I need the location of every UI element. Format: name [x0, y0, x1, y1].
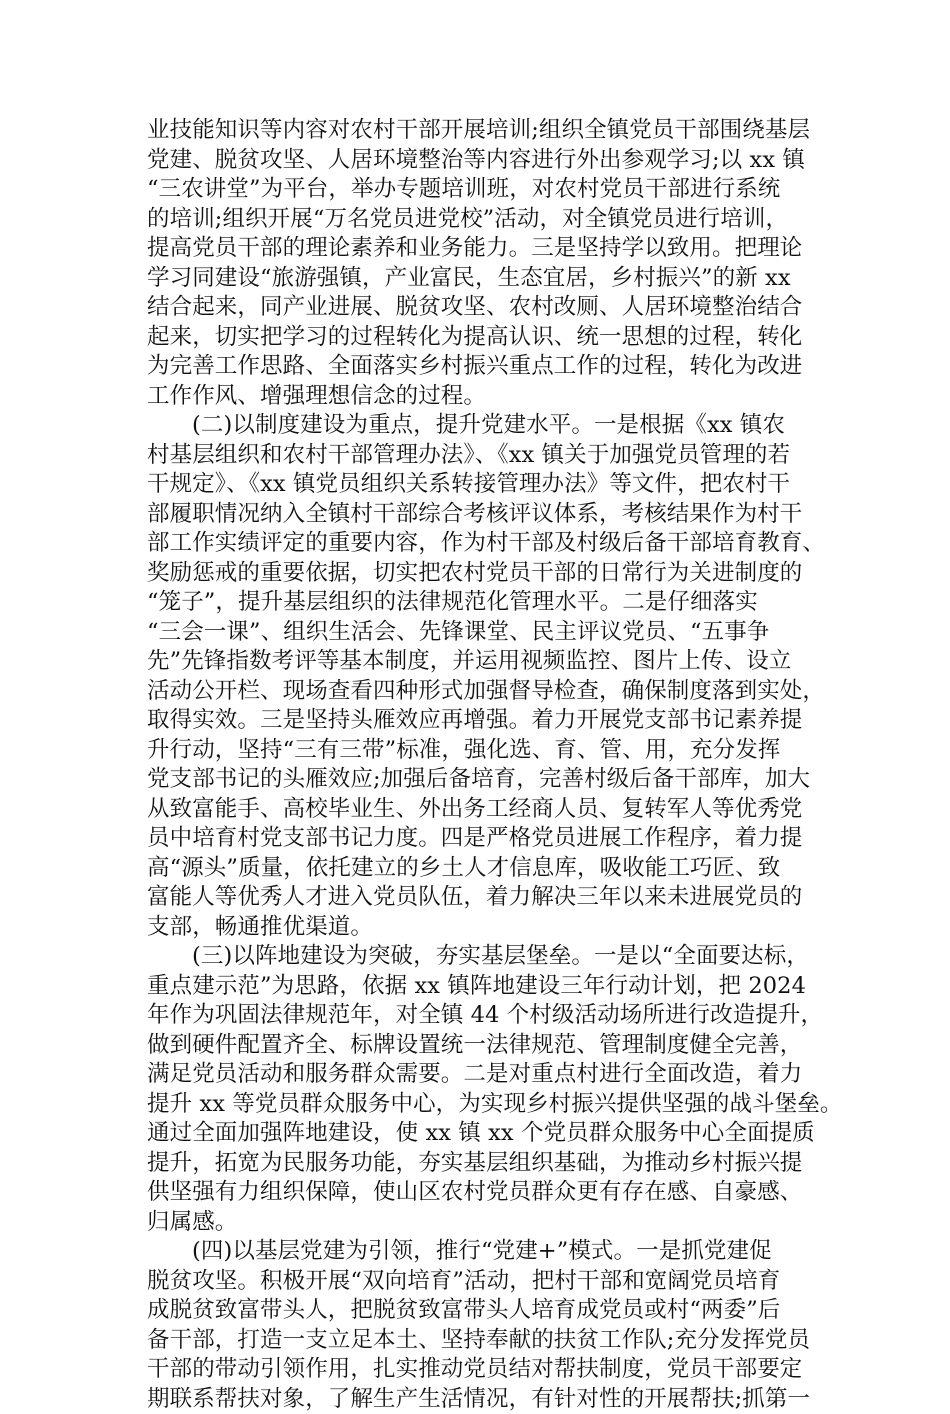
text-line: “三会一课”、组织生活会、先锋课堂、民主评议党员、“五事争: [147, 618, 827, 648]
text-line: 起来，切实把学习的过程转化为提高认识、统一思想的过程，转化: [147, 323, 827, 353]
text-line: 备干部，打造一支立足本土、坚持奉献的扶贫工作队;充分发挥党员: [147, 1326, 827, 1356]
text-line: 干部的带动引领作用，扎实推动党员结对帮扶制度，党员干部要定: [147, 1355, 827, 1385]
text-line: 先”先锋指数考评等基本制度，并运用视频监控、图片上传、设立: [147, 647, 827, 677]
text-line: 提升 xx 等党员群众服务中心，为实现乡村振兴提供坚强的战斗堡垒。: [147, 1090, 827, 1120]
text-line: 升行动，坚持“三有三带”标准，强化选、育、管、用，充分发挥: [147, 736, 827, 766]
text-line: 业技能知识等内容对农村干部开展培训;组织全镇党员干部围绕基层: [147, 116, 827, 146]
text-line: (四)以基层党建为引领，推行“党建+”模式。一是抓党建促: [147, 1237, 827, 1267]
text-line: 满足党员活动和服务群众需要。二是对重点村进行全面改造，着力: [147, 1060, 827, 1090]
text-line: 归属感。: [147, 1208, 827, 1238]
text-line: 活动公开栏、现场查看四种形式加强督导检查，确保制度落到实处，: [147, 677, 827, 707]
text-line: 党建、脱贫攻坚、人居环境整治等内容进行外出参观学习;以 xx 镇: [147, 146, 827, 176]
text-line: 支部，畅通推优渠道。: [147, 913, 827, 943]
text-line: (二)以制度建设为重点，提升党建水平。一是根据《xx 镇农: [147, 411, 827, 441]
text-line: 做到硬件配置齐全、标牌设置统一法律规范、管理制度健全完善，: [147, 1031, 827, 1061]
text-line: 结合起来，同产业进展、脱贫攻坚、农村改厕、人居环境整治结合: [147, 293, 827, 323]
text-line: 提高党员干部的理论素养和业务能力。三是坚持学以致用。把理论: [147, 234, 827, 264]
text-line: 提升，拓宽为民服务功能，夯实基层组织基础，为推动乡村振兴提: [147, 1149, 827, 1179]
text-line: 村基层组织和农村干部管理办法》、《xx 镇关于加强党员管理的若: [147, 441, 827, 471]
text-line: 工作作风、增强理想信念的过程。: [147, 382, 827, 412]
text-line: 奖励惩戒的重要依据，切实把农村党员干部的日常行为关进制度的: [147, 559, 827, 589]
text-line: 的培训;组织开展“万名党员进党校”活动，对全镇党员进行培训，: [147, 205, 827, 235]
text-line: 期联系帮扶对象，了解生产生活情况，有针对性的开展帮扶;抓第一: [147, 1385, 827, 1414]
text-line: 为完善工作思路、全面落实乡村振兴重点工作的过程，转化为改进: [147, 352, 827, 382]
text-line: “三农讲堂”为平台，举办专题培训班，对农村党员干部进行系统: [147, 175, 827, 205]
text-line: 通过全面加强阵地建设，使 xx 镇 xx 个党员群众服务中心全面提质: [147, 1119, 827, 1149]
text-line: 高“源头”质量，依托建立的乡土人才信息库，吸收能工巧匠、致: [147, 854, 827, 884]
text-line: 脱贫攻坚。积极开展“双向培育”活动，把村干部和宽阔党员培育: [147, 1267, 827, 1297]
text-line: 重点建示范”为思路，依据 xx 镇阵地建设三年行动计划，把 2024: [147, 972, 827, 1002]
text-line: 部工作实绩评定的重要内容，作为村干部及村级后备干部培育教育、: [147, 529, 827, 559]
text-line: 员中培育村党支部书记力度。四是严格党员进展工作程序，着力提: [147, 824, 827, 854]
text-line: 年作为巩固法律规范年，对全镇 44 个村级活动场所进行改造提升，: [147, 1001, 827, 1031]
text-line: 成脱贫致富带头人，把脱贫致富带头人培育成党员或村“两委”后: [147, 1296, 827, 1326]
text-line: 富能人等优秀人才进入党员队伍，着力解决三年以来未进展党员的: [147, 883, 827, 913]
text-line: 取得实效。三是坚持头雁效应再增强。着力开展党支部书记素养提: [147, 706, 827, 736]
text-line: 学习同建设“旅游强镇，产业富民，生态宜居，乡村振兴”的新 xx: [147, 264, 827, 294]
text-line: 从致富能手、高校毕业生、外出务工经商人员、复转军人等优秀党: [147, 795, 827, 825]
text-line: 供坚强有力组织保障，使山区农村党员群众更有存在感、自豪感、: [147, 1178, 827, 1208]
document-page: [147, 116, 827, 1414]
text-line: (三)以阵地建设为突破，夯实基层堡垒。一是以“全面要达标，: [147, 942, 827, 972]
text-line: 干规定》、《xx 镇党员组织关系转接管理办法》等文件，把农村干: [147, 470, 827, 500]
text-line: “笼子”，提升基层组织的法律规范化管理水平。二是仔细落实: [147, 588, 827, 618]
text-line: 党支部书记的头雁效应;加强后备培育，完善村级后备干部库，加大: [147, 765, 827, 795]
text-line: 部履职情况纳入全镇村干部综合考核评议体系，考核结果作为村干: [147, 500, 827, 530]
